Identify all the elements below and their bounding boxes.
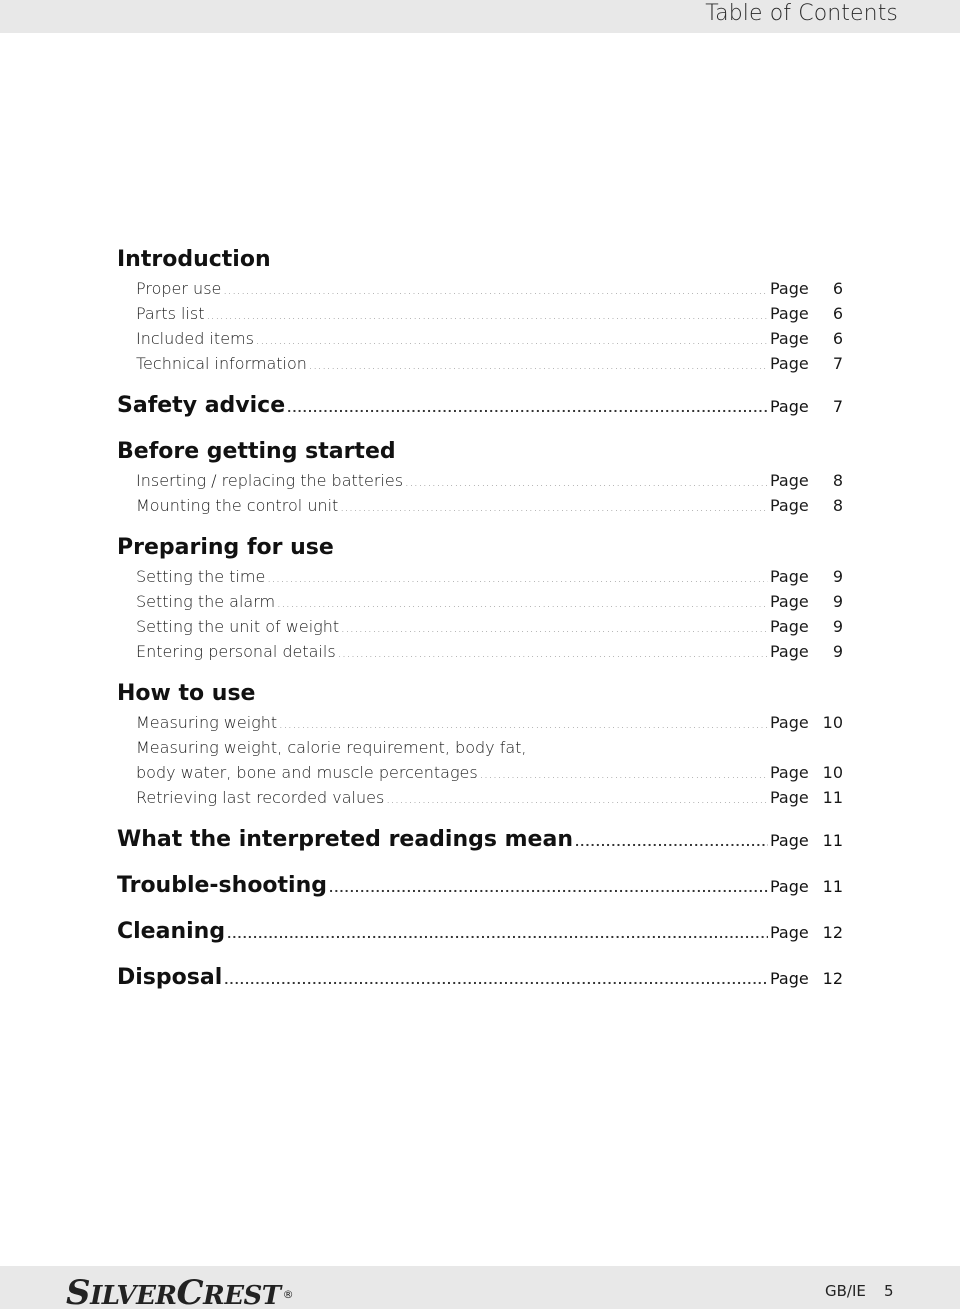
toc-page-word: Page: [770, 923, 809, 942]
toc-heading-label: Cleaning: [117, 919, 226, 944]
page-number: 5: [884, 1282, 894, 1300]
toc-section-introduction: [117, 244, 843, 376]
toc-entry-label: Technical information: [136, 354, 307, 373]
toc-page-word: Page: [770, 567, 809, 586]
table-of-contents: [117, 244, 843, 994]
toc-entry[interactable]: [117, 760, 843, 785]
toc-leader-dots: [224, 965, 768, 997]
toc-entry-line1[interactable]: [117, 735, 843, 760]
toc-heading[interactable]: [117, 678, 843, 710]
toc-leader-dots: [329, 873, 768, 905]
toc-page-number: 7: [832, 397, 843, 416]
toc-page-number: 11: [822, 831, 843, 850]
toc-section-before-getting-started: [117, 436, 843, 518]
toc-heading-label: Safety advice: [117, 393, 286, 418]
toc-entry-label: Included items: [136, 329, 254, 348]
toc-leader-dots: [309, 353, 768, 378]
toc-page-word: Page: [770, 304, 809, 323]
toc-leader-dots: [207, 303, 768, 328]
toc-leader-dots: [341, 616, 768, 641]
toc-leader-dots: [267, 566, 768, 591]
toc-section-trouble-shooting: [117, 870, 843, 902]
toc-entry-label: Measuring weight, calorie requirement, body fat,: [136, 738, 527, 757]
toc-entry[interactable]: [117, 351, 843, 376]
toc-entry[interactable]: [117, 785, 843, 810]
toc-entry-label: Measuring weight: [136, 713, 278, 732]
toc-page-word: Page: [770, 592, 809, 611]
toc-page-word: Page: [770, 397, 809, 416]
toc-leader-dots: [227, 919, 768, 951]
toc-leader-dots: [256, 328, 768, 353]
toc-leader-dots: [340, 495, 768, 520]
toc-heading[interactable]: [117, 436, 843, 468]
toc-entry-label: Setting the unit of weight: [136, 617, 340, 636]
toc-page-word: Page: [770, 471, 809, 490]
toc-heading-label: Before getting started: [117, 439, 396, 464]
toc-page-word: Page: [770, 831, 809, 850]
toc-page-number: 9: [832, 617, 843, 636]
toc-leader-dots: [277, 591, 768, 616]
toc-heading-label: How to use: [117, 681, 256, 706]
toc-page-number: 9: [832, 642, 843, 661]
toc-section-preparing-for-use: [117, 532, 843, 664]
toc-entry[interactable]: [117, 710, 843, 735]
toc-leader-dots: [405, 470, 768, 495]
toc-heading-entry[interactable]: [117, 870, 843, 902]
toc-page-word: Page: [770, 788, 809, 807]
toc-entry-label: Setting the alarm: [136, 592, 276, 611]
toc-heading-label: Introduction: [117, 247, 271, 272]
toc-entry[interactable]: [117, 493, 843, 518]
toc-page-word: Page: [770, 969, 809, 988]
toc-page-word: Page: [770, 877, 809, 896]
toc-entry-label: Inserting / replacing the batteries: [136, 471, 404, 490]
toc-entry[interactable]: [117, 589, 843, 614]
toc-leader-dots: [480, 762, 768, 787]
toc-leader-dots: [338, 641, 768, 666]
toc-page-word: Page: [770, 763, 809, 782]
toc-leader-dots: [287, 393, 768, 425]
toc-leader-dots: [223, 278, 768, 303]
toc-heading-entry[interactable]: [117, 916, 843, 948]
toc-page-word: Page: [770, 617, 809, 636]
toc-heading-label: What the interpreted readings mean: [117, 827, 573, 852]
toc-page-word: Page: [770, 354, 809, 373]
toc-heading-entry[interactable]: [117, 390, 843, 422]
toc-entry-label: body water, bone and muscle percentages: [136, 763, 478, 782]
toc-leader-dots: [386, 787, 768, 812]
toc-entry-label: Setting the time: [136, 567, 266, 586]
toc-entry[interactable]: [117, 614, 843, 639]
toc-section-disposal: [117, 962, 843, 994]
toc-entry-label: Retrieving last recorded values: [136, 788, 385, 807]
toc-page-number: 6: [832, 329, 843, 348]
toc-section-cleaning: [117, 916, 843, 948]
toc-entry-label: Proper use: [136, 279, 222, 298]
toc-page-number: 11: [822, 877, 843, 896]
toc-entry-label: Entering personal details: [136, 642, 336, 661]
toc-entry[interactable]: [117, 276, 843, 301]
toc-entry[interactable]: [117, 639, 843, 664]
toc-entry[interactable]: [117, 301, 843, 326]
toc-page-number: 11: [822, 788, 843, 807]
page-header-title: Table of Contents: [705, 1, 898, 26]
toc-heading-label: Disposal: [117, 965, 223, 990]
toc-page-number: 12: [822, 923, 843, 942]
toc-entry-label: Mounting the control unit: [136, 496, 339, 515]
toc-page-number: 6: [832, 304, 843, 323]
toc-page-number: 7: [832, 354, 843, 373]
toc-page-word: Page: [770, 713, 809, 732]
toc-page-number: 9: [832, 567, 843, 586]
toc-page-number: 8: [832, 496, 843, 515]
toc-section-safety: [117, 390, 843, 422]
toc-section-readings: [117, 824, 843, 856]
locale-code: GB/IE: [825, 1282, 866, 1300]
toc-heading[interactable]: [117, 244, 843, 276]
toc-entry[interactable]: [117, 326, 843, 351]
toc-entry[interactable]: [117, 564, 843, 589]
toc-heading-entry[interactable]: [117, 824, 843, 856]
toc-page-number: 9: [832, 592, 843, 611]
toc-page-number: 6: [832, 279, 843, 298]
toc-entry-label: Parts list: [136, 304, 205, 323]
toc-page-word: Page: [770, 642, 809, 661]
toc-page-word: Page: [770, 279, 809, 298]
toc-page-number: 10: [822, 713, 843, 732]
toc-heading[interactable]: [117, 532, 843, 564]
toc-entry[interactable]: [117, 468, 843, 493]
toc-leader-dots: [575, 827, 768, 859]
toc-page-number: 8: [832, 471, 843, 490]
toc-heading-entry[interactable]: [117, 962, 843, 994]
toc-page-number: 10: [822, 763, 843, 782]
toc-heading-label: Preparing for use: [117, 535, 334, 560]
toc-page-word: Page: [770, 496, 809, 515]
toc-heading-label: Trouble-shooting: [117, 873, 328, 898]
toc-leader-dots: [279, 712, 768, 737]
toc-page-word: Page: [770, 329, 809, 348]
toc-section-how-to-use: [117, 678, 843, 810]
brand-logo: SILVERCREST ®: [66, 1273, 294, 1313]
toc-page-number: 12: [822, 969, 843, 988]
